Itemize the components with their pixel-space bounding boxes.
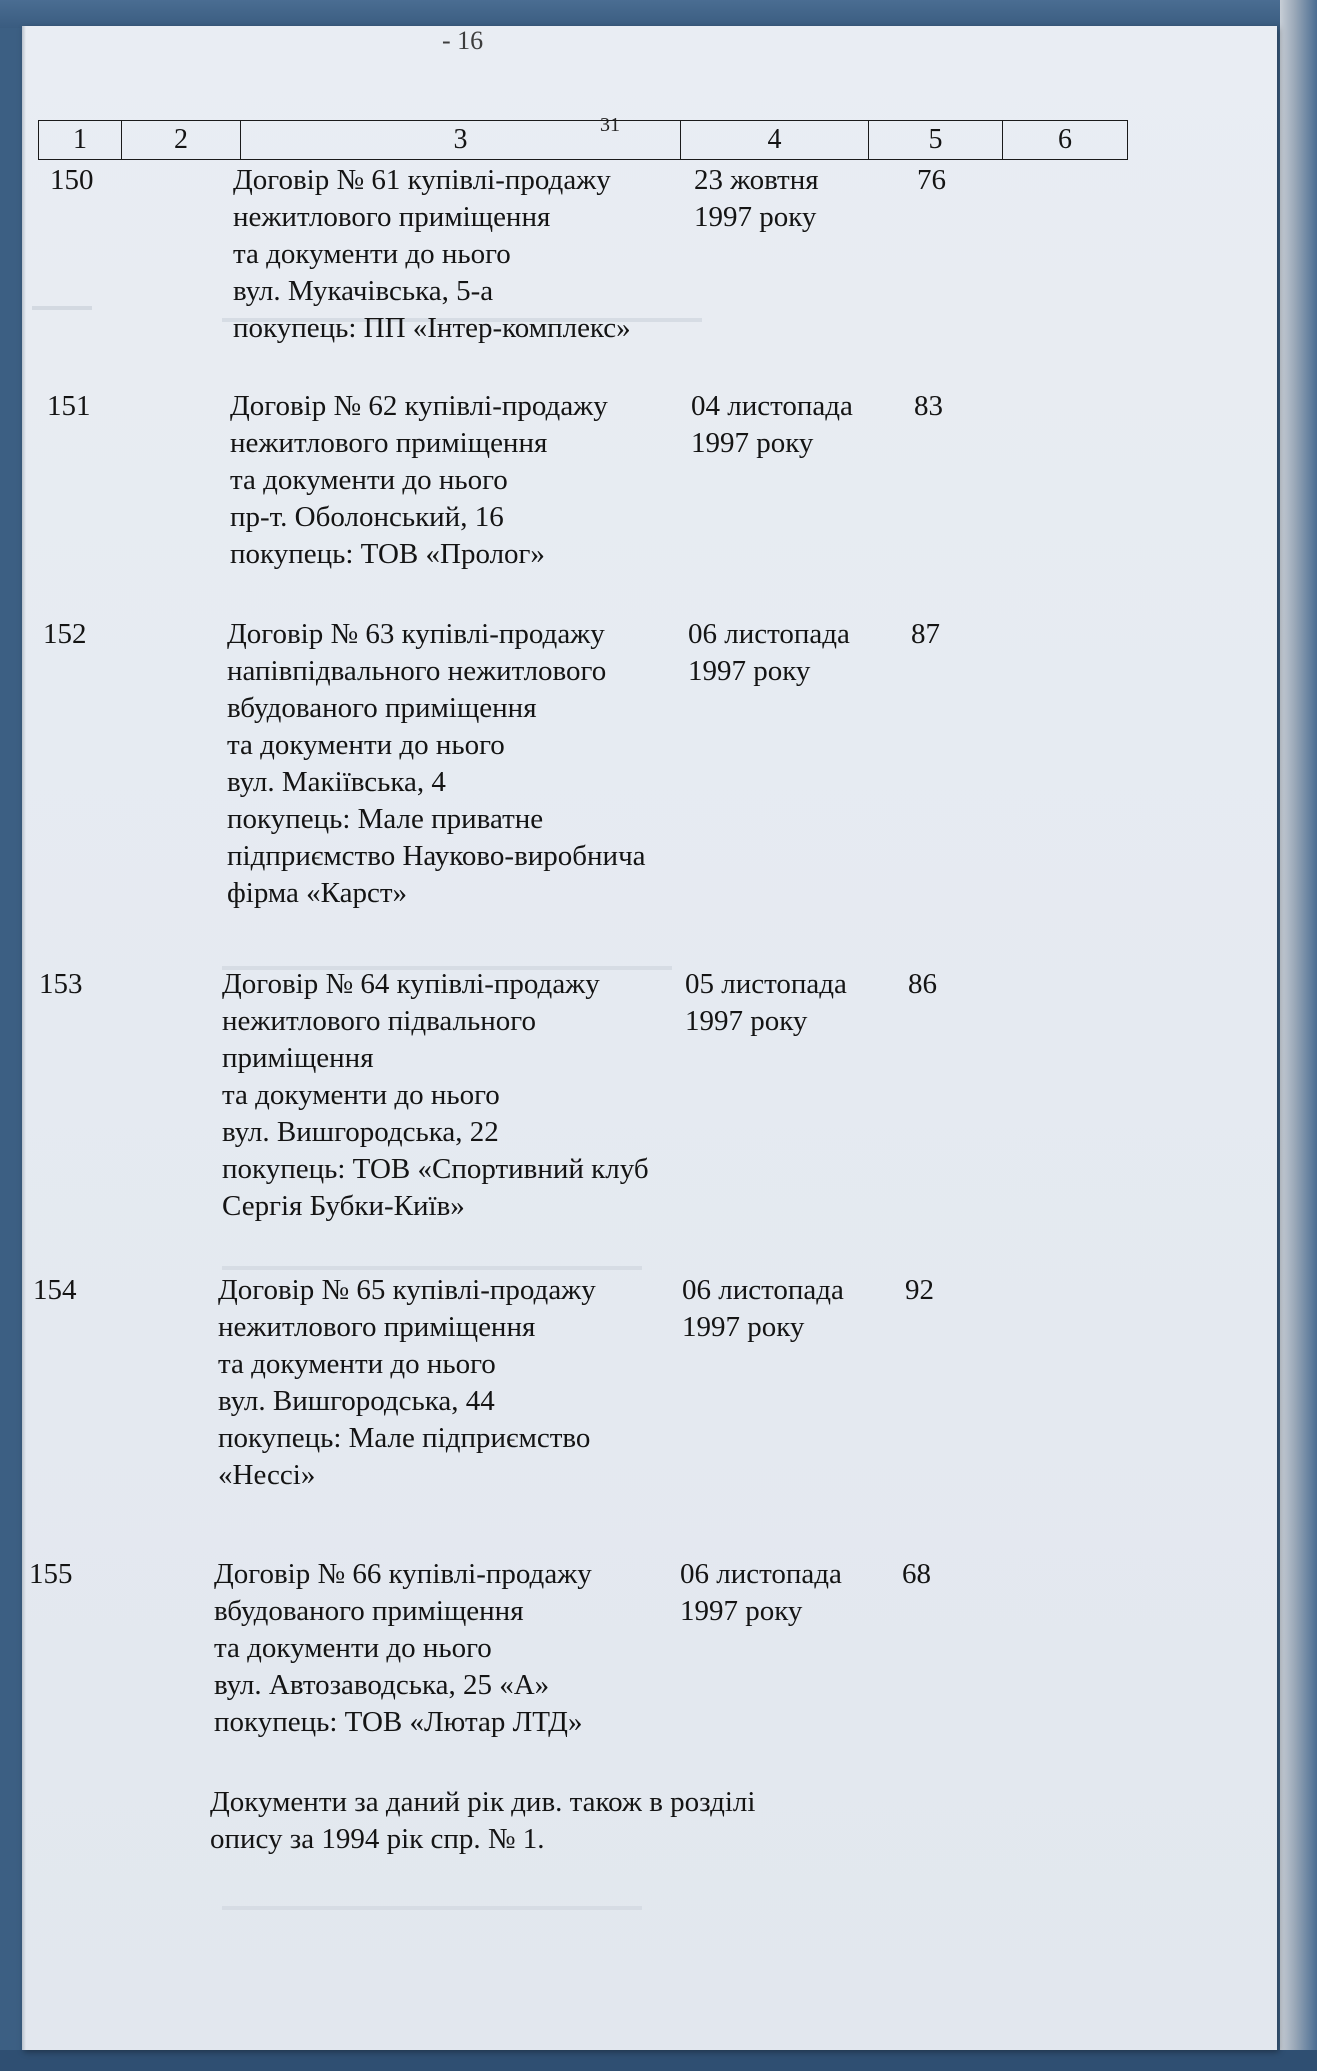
row-date bbox=[682, 1272, 844, 1346]
row-sheet-count: 68 bbox=[902, 1558, 931, 1590]
row-description-line: підприємство Науково-виробнича bbox=[227, 840, 646, 872]
row-date-line: 1997 року bbox=[682, 1311, 805, 1343]
row-date bbox=[694, 162, 819, 236]
row-date-line: 05 листопада bbox=[685, 968, 847, 1000]
row-description bbox=[227, 616, 646, 912]
row-description-line: вул. Мукачівська, 5-а bbox=[233, 275, 494, 307]
footnote bbox=[210, 1784, 755, 1858]
column-header-3: 3 bbox=[241, 121, 681, 159]
row-description-line: та документи до нього bbox=[218, 1348, 496, 1380]
row-description-line: Договір № 64 купівлі-продажу bbox=[222, 968, 600, 1000]
row-description-line: нежитлового приміщення bbox=[218, 1311, 536, 1343]
footnote-line: опису за 1994 рік спр. № 1. bbox=[210, 1823, 545, 1855]
row-number: 151 bbox=[47, 390, 91, 422]
row-description-line: вбудованого приміщення bbox=[214, 1595, 524, 1627]
row-description-line: вул. Макіївська, 4 bbox=[227, 766, 446, 798]
row-date-line: 1997 року bbox=[691, 427, 814, 459]
column-header-2: 2 bbox=[122, 121, 241, 159]
document-page bbox=[22, 26, 1277, 2050]
row-description-line: покупець: ТОВ «Пролог» bbox=[230, 538, 545, 570]
scan-background-bottom bbox=[0, 2050, 1317, 2071]
row-description-line: Договір № 66 купівлі-продажу bbox=[214, 1558, 592, 1590]
row-description bbox=[218, 1272, 596, 1494]
row-sheet-count: 92 bbox=[905, 1274, 934, 1306]
row-description-line: покупець: Мале приватне bbox=[227, 803, 544, 835]
row-description-line: Договір № 65 купівлі-продажу bbox=[218, 1274, 596, 1306]
row-description-line: «Нессі» bbox=[218, 1459, 316, 1491]
row-number: 154 bbox=[33, 1274, 77, 1306]
row-description-line: Договір № 61 купівлі-продажу bbox=[233, 164, 611, 196]
row-number: 152 bbox=[43, 618, 87, 650]
table-row bbox=[22, 1556, 1222, 1766]
row-description-line: напівпідвального нежитлового bbox=[227, 655, 607, 687]
row-sheet-count: 86 bbox=[908, 968, 937, 1000]
row-description-line: Договір № 62 купівлі-продажу bbox=[230, 390, 608, 422]
row-date-line: 06 листопада bbox=[680, 1558, 842, 1590]
row-date bbox=[688, 616, 850, 690]
row-description bbox=[222, 966, 649, 1225]
scan-background-right bbox=[1280, 0, 1317, 2071]
row-description-line: вул. Вишгородська, 22 bbox=[222, 1116, 499, 1148]
row-description-line: вул. Автозаводська, 25 «А» bbox=[214, 1669, 550, 1701]
page-number: 31 bbox=[600, 114, 620, 136]
row-description-line: фірма «Карст» bbox=[227, 877, 408, 909]
row-description-line: приміщення bbox=[222, 1042, 374, 1074]
row-description-line: та документи до нього bbox=[214, 1632, 492, 1664]
row-description-line: покупець: ПП «Інтер-комплекс» bbox=[233, 312, 631, 344]
row-description-line: та документи до нього bbox=[230, 464, 508, 496]
row-description-line: вбудованого приміщення bbox=[227, 692, 537, 724]
column-header-6: 6 bbox=[1058, 124, 1072, 155]
row-description bbox=[230, 388, 608, 573]
row-date bbox=[691, 388, 853, 462]
row-number: 153 bbox=[39, 968, 83, 1000]
row-date-line: 1997 року bbox=[694, 201, 817, 233]
bleed-through-mark bbox=[222, 1266, 642, 1270]
row-date-line: 06 листопада bbox=[682, 1274, 844, 1306]
column-header-1: 1 bbox=[39, 121, 122, 159]
column-header-5: 5 bbox=[869, 121, 1003, 159]
row-sheet-count: 87 bbox=[911, 618, 940, 650]
scan-background-top bbox=[0, 0, 1317, 28]
row-date bbox=[680, 1556, 842, 1630]
row-date-line: 04 листопада bbox=[691, 390, 853, 422]
row-date-line: 06 листопада bbox=[688, 618, 850, 650]
row-sheet-count: 83 bbox=[914, 390, 943, 422]
row-description bbox=[233, 162, 631, 347]
row-date-line: 23 жовтня bbox=[694, 164, 819, 196]
row-date-line: 1997 року bbox=[680, 1595, 803, 1627]
table-row bbox=[22, 966, 1222, 1256]
row-description-line: нежитлового приміщення bbox=[233, 201, 551, 233]
row-description-line: та документи до нього bbox=[227, 729, 505, 761]
row-description-line: та документи до нього bbox=[233, 238, 511, 270]
row-description-line: Договір № 63 купівлі-продажу bbox=[227, 618, 605, 650]
row-date-line: 1997 року bbox=[685, 1005, 808, 1037]
table-row bbox=[22, 162, 1222, 372]
table-row bbox=[22, 388, 1222, 598]
stamp-mark: - 16 bbox=[442, 26, 484, 55]
row-description-line: вул. Вишгородська, 44 bbox=[218, 1385, 495, 1417]
table-row bbox=[22, 1272, 1222, 1532]
row-number: 155 bbox=[29, 1558, 73, 1590]
column-header-row bbox=[38, 120, 1128, 160]
row-description-line: нежитлового підвального bbox=[222, 1005, 536, 1037]
footnote-line: Документи за даний рік див. також в розділі bbox=[210, 1786, 756, 1818]
row-description-line: покупець: ТОВ «Спортивний клуб bbox=[222, 1153, 649, 1185]
row-description-line: покупець: ТОВ «Лютар ЛТД» bbox=[214, 1706, 583, 1738]
row-date bbox=[685, 966, 847, 1040]
row-description bbox=[214, 1556, 592, 1741]
row-sheet-count: 76 bbox=[917, 164, 946, 196]
row-description-line: пр-т. Оболонський, 16 bbox=[230, 501, 504, 533]
row-date-line: 1997 року bbox=[688, 655, 811, 687]
row-description-line: та документи до нього bbox=[222, 1079, 500, 1111]
row-description-line: покупець: Мале підприємство bbox=[218, 1422, 591, 1454]
column-header-4: 4 bbox=[681, 121, 869, 159]
row-number: 150 bbox=[50, 164, 94, 196]
bleed-through-mark bbox=[222, 1906, 642, 1910]
row-description-line: нежитлового приміщення bbox=[230, 427, 548, 459]
row-description-line: Сергія Бубки-Київ» bbox=[222, 1190, 465, 1222]
table-row bbox=[22, 616, 1222, 936]
